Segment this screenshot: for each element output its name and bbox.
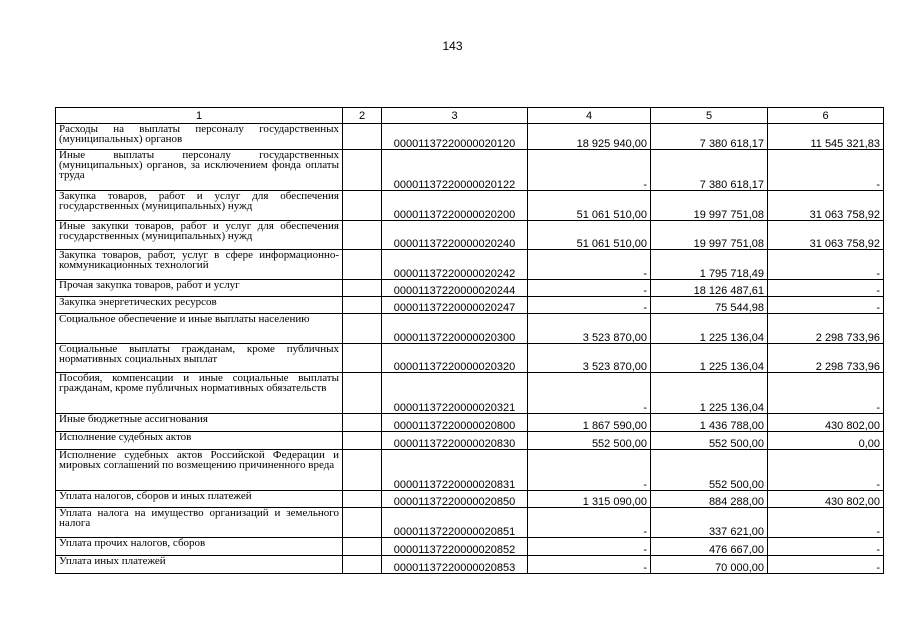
table-row — [56, 280, 884, 297]
row-name-cell: Закупка товаров, работ, услуг в сфере информационно-коммуникационных технологий — [56, 250, 343, 280]
row-value4-cell: - — [528, 250, 651, 280]
row-name-cell: Пособия, компенсации и иные социальные выплаты гражданам, кроме публичных нормативных обязательств — [56, 373, 343, 414]
row-value6-cell: - — [768, 250, 884, 280]
row-value5-cell: 1 436 788,00 — [651, 414, 768, 432]
row-name-cell: Уплата прочих налогов, сборов — [56, 538, 343, 556]
row-value6-cell: - — [768, 508, 884, 538]
row-value6-cell: - — [768, 538, 884, 556]
row-name-cell: Уплата налога на имущество организаций и земельного налога — [56, 508, 343, 538]
row-col2-cell — [343, 250, 382, 280]
row-col2-cell — [343, 414, 382, 432]
table-row — [56, 432, 884, 450]
row-value6-cell: 2 298 733,96 — [768, 314, 884, 344]
row-value5-cell: 1 225 136,04 — [651, 314, 768, 344]
table-row — [56, 221, 884, 250]
row-value4-cell: 51 061 510,00 — [528, 221, 651, 250]
row-col2-cell — [343, 432, 382, 450]
row-name-cell: Закупка товаров, работ и услуг для обеспечения государственных (муниципальных) нужд — [56, 191, 343, 221]
row-col2-cell — [343, 556, 382, 574]
row-value5-cell: 884 288,00 — [651, 491, 768, 508]
table-row — [56, 344, 884, 373]
row-col2-cell — [343, 221, 382, 250]
row-code-cell: 00001137220000020240 — [382, 221, 528, 250]
table-row — [56, 150, 884, 191]
row-col2-cell — [343, 373, 382, 414]
row-value5-cell: 552 500,00 — [651, 432, 768, 450]
row-col2-cell — [343, 508, 382, 538]
table-row — [56, 450, 884, 491]
row-code-cell: 00001137220000020851 — [382, 508, 528, 538]
row-value6-cell: 31 063 758,92 — [768, 191, 884, 221]
table-row — [56, 297, 884, 314]
row-col2-cell — [343, 191, 382, 221]
row-value4-cell: - — [528, 373, 651, 414]
column-header-5: 5 — [651, 108, 768, 124]
row-value5-cell: 75 544,98 — [651, 297, 768, 314]
row-value5-cell: 19 997 751,08 — [651, 221, 768, 250]
row-value6-cell: 430 802,00 — [768, 491, 884, 508]
row-value5-cell: 7 380 618,17 — [651, 124, 768, 150]
row-name-cell: Уплата иных платежей — [56, 556, 343, 574]
row-value4-cell: 3 523 870,00 — [528, 314, 651, 344]
row-value5-cell: 1 225 136,04 — [651, 373, 768, 414]
table-row — [56, 538, 884, 556]
table-row — [56, 491, 884, 508]
row-col2-cell — [343, 538, 382, 556]
row-col2-cell — [343, 344, 382, 373]
row-value6-cell: - — [768, 150, 884, 191]
row-name-cell: Иные выплаты персоналу государственных (муниципальных) органов, за исключением фонда оплаты труда — [56, 150, 343, 191]
page-number: 143 — [442, 39, 463, 53]
row-value6-cell: 430 802,00 — [768, 414, 884, 432]
table-row — [56, 191, 884, 221]
row-code-cell: 00001137220000020853 — [382, 556, 528, 574]
row-code-cell: 00001137220000020830 — [382, 432, 528, 450]
row-value5-cell: 18 126 487,61 — [651, 280, 768, 297]
row-value6-cell: - — [768, 297, 884, 314]
column-header-3: 3 — [382, 108, 528, 124]
row-value4-cell: 1 867 590,00 — [528, 414, 651, 432]
row-name-cell: Исполнение судебных актов — [56, 432, 343, 450]
row-value6-cell: - — [768, 450, 884, 491]
row-name-cell: Расходы на выплаты персоналу государственных (муниципальных) органов — [56, 124, 343, 150]
table-row — [56, 250, 884, 280]
table-row — [56, 124, 884, 150]
row-value5-cell: 19 997 751,08 — [651, 191, 768, 221]
table-header-row — [56, 108, 884, 124]
row-code-cell: 00001137220000020320 — [382, 344, 528, 373]
row-col2-cell — [343, 150, 382, 191]
row-name-cell: Социальное обеспечение и иные выплаты населению — [56, 314, 343, 344]
row-value6-cell: 31 063 758,92 — [768, 221, 884, 250]
row-value5-cell: 552 500,00 — [651, 450, 768, 491]
row-value5-cell: 337 621,00 — [651, 508, 768, 538]
row-value4-cell: - — [528, 150, 651, 191]
row-value6-cell: 11 545 321,83 — [768, 124, 884, 150]
row-name-cell: Социальные выплаты гражданам, кроме публичных нормативных социальных выплат — [56, 344, 343, 373]
row-code-cell: 00001137220000020831 — [382, 450, 528, 491]
row-code-cell: 00001137220000020852 — [382, 538, 528, 556]
row-col2-cell — [343, 297, 382, 314]
row-value5-cell: 1 225 136,04 — [651, 344, 768, 373]
row-value4-cell: - — [528, 297, 651, 314]
expenditure-table — [55, 107, 884, 574]
row-name-cell: Иные закупки товаров, работ и услуг для обеспечения государственных (муниципальных) нужд — [56, 221, 343, 250]
row-name-cell: Уплата налогов, сборов и иных платежей — [56, 491, 343, 508]
row-code-cell: 00001137220000020200 — [382, 191, 528, 221]
row-value5-cell: 476 667,00 — [651, 538, 768, 556]
row-name-cell: Прочая закупка товаров, работ и услуг — [56, 280, 343, 297]
row-value4-cell: 18 925 940,00 — [528, 124, 651, 150]
column-header-1: 1 — [56, 108, 343, 124]
row-code-cell: 00001137220000020850 — [382, 491, 528, 508]
table-row — [56, 373, 884, 414]
row-code-cell: 00001137220000020247 — [382, 297, 528, 314]
row-code-cell: 00001137220000020800 — [382, 414, 528, 432]
column-header-2: 2 — [343, 108, 382, 124]
row-col2-cell — [343, 450, 382, 491]
table-row — [56, 314, 884, 344]
row-value6-cell: 2 298 733,96 — [768, 344, 884, 373]
row-value4-cell: 552 500,00 — [528, 432, 651, 450]
row-code-cell: 00001137220000020300 — [382, 314, 528, 344]
row-value4-cell: - — [528, 280, 651, 297]
row-value4-cell: - — [528, 556, 651, 574]
row-value4-cell: 51 061 510,00 — [528, 191, 651, 221]
row-value4-cell: - — [528, 538, 651, 556]
row-col2-cell — [343, 124, 382, 150]
row-value4-cell: - — [528, 450, 651, 491]
row-col2-cell — [343, 314, 382, 344]
table-row — [56, 508, 884, 538]
row-value5-cell: 70 000,00 — [651, 556, 768, 574]
row-value4-cell: - — [528, 508, 651, 538]
table-row — [56, 556, 884, 574]
row-code-cell: 00001137220000020122 — [382, 150, 528, 191]
row-name-cell: Закупка энергетических ресурсов — [56, 297, 343, 314]
row-value6-cell: - — [768, 556, 884, 574]
row-value5-cell: 1 795 718,49 — [651, 250, 768, 280]
row-value5-cell: 7 380 618,17 — [651, 150, 768, 191]
table-row — [56, 414, 884, 432]
row-value6-cell: - — [768, 280, 884, 297]
row-value6-cell: - — [768, 373, 884, 414]
row-code-cell: 00001137220000020244 — [382, 280, 528, 297]
row-code-cell: 00001137220000020321 — [382, 373, 528, 414]
row-name-cell: Иные бюджетные ассигнования — [56, 414, 343, 432]
row-code-cell: 00001137220000020242 — [382, 250, 528, 280]
row-col2-cell — [343, 491, 382, 508]
row-value4-cell: 1 315 090,00 — [528, 491, 651, 508]
row-value6-cell: 0,00 — [768, 432, 884, 450]
row-col2-cell — [343, 280, 382, 297]
row-name-cell: Исполнение судебных актов Российской Федерации и мировых соглашений по возмещению причиненного вреда — [56, 450, 343, 491]
column-header-4: 4 — [528, 108, 651, 124]
column-header-6: 6 — [768, 108, 884, 124]
row-value4-cell: 3 523 870,00 — [528, 344, 651, 373]
row-code-cell: 00001137220000020120 — [382, 124, 528, 150]
